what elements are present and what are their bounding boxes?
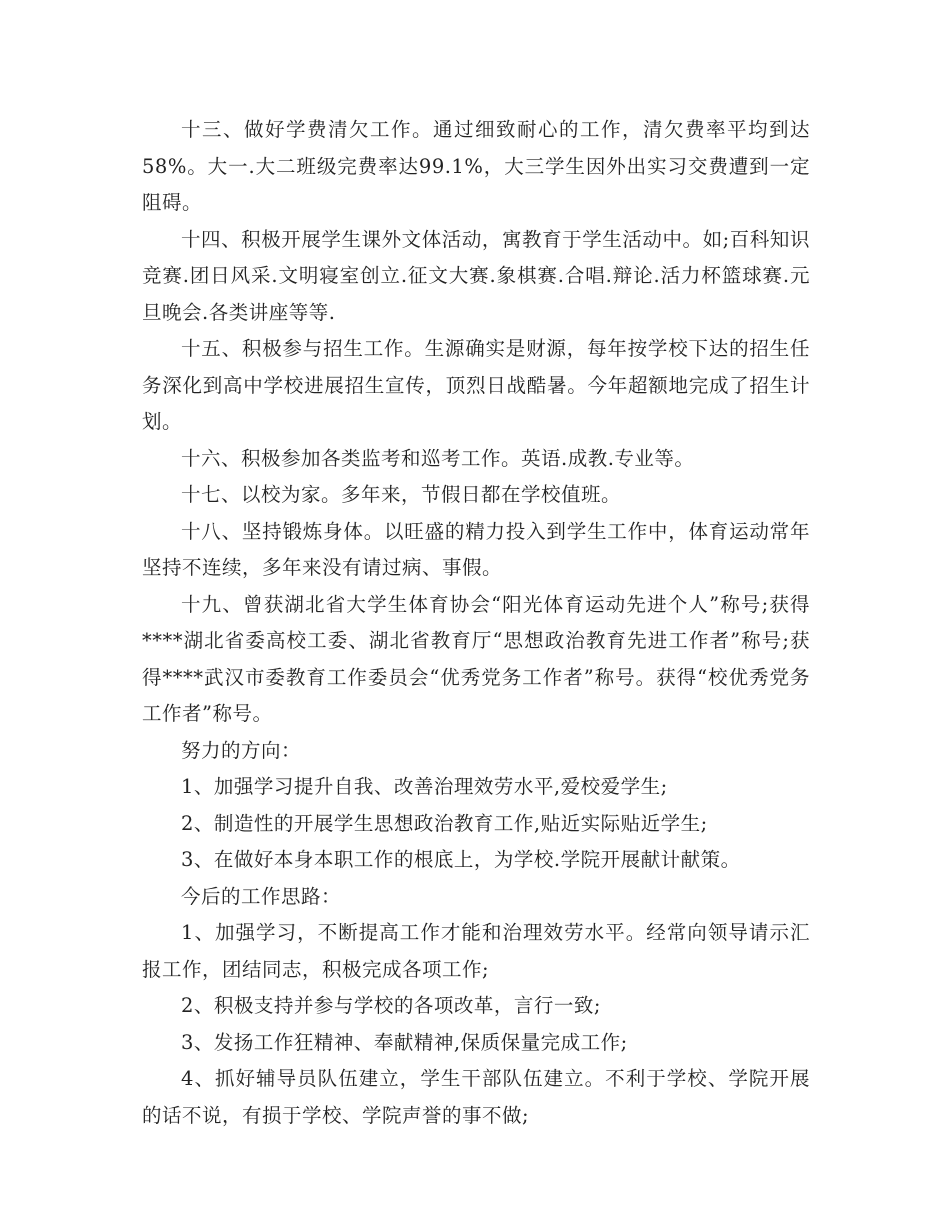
plan-item-3: 3、发扬工作狂精神、奉献精神,保质保量完成工作; — [181, 1030, 628, 1054]
paragraph-item-19: 十九、曾获湖北省大学生体育协会“阳光体育运动先进个人”称号;获得****湖北省委高校工委、湖北省教育厅“思想政治教育先进工作者”称号;获得****武汉市委教育工作委员会“优秀党务工作者”称号。获得“校优秀党务工作者”称号。 — [142, 592, 810, 725]
document-body — [142, 112, 810, 1134]
plan-item-4: 4、抓好辅导员队伍建立，学生干部队伍建立。不利于学校、学院开展的话不说，有损于学校、学院声誉的事不做; — [142, 1067, 810, 1127]
plan-item-2: 2、积极支持并参与学校的各项改革，言行一致; — [181, 994, 601, 1017]
section-heading-plan: 今后的工作思路： — [181, 884, 342, 908]
paragraph-item-15: 十五、积极参与招生工作。生源确实是财源，每年按学校下达的招生任务深化到高中学校进展招生宣传，顶烈日战酷暑。今年超额地完成了招生计划。 — [142, 337, 810, 433]
direction-item-1: 1、加强学习提升自我、改善治理效劳水平,爱校爱学生; — [181, 775, 668, 798]
plan-item-1: 1、加强学习，不断提高工作才能和治理效劳水平。经常向领导请示汇报工作，团结同志，积极完成各项工作; — [142, 921, 810, 981]
paragraph-item-13: 十三、做好学费清欠工作。通过细致耐心的工作，清欠费率平均到达58%。大一.大二班级完费率达99.1%，大三学生因外出实习交费遭到一定阻碍。 — [142, 118, 810, 214]
paragraph-item-16: 十六、积极参加各类监考和巡考工作。英语.成教.专业等。 — [181, 446, 695, 470]
paragraph-item-18: 十八、坚持锻炼身体。以旺盛的精力投入到学生工作中，体育运动常年坚持不连续，多年来没有请过病、事假。 — [142, 519, 810, 579]
section-heading-direction: 努力的方向： — [181, 738, 302, 762]
paragraph-item-17: 十七、以校为家。多年来，节假日都在学校值班。 — [181, 483, 622, 506]
paragraph-item-14: 十四、积极开展学生课外文体活动，寓教育于学生活动中。如;百科知识竞赛.团日风采.文明寝室创立.征文大赛.象棋赛.合唱.辩论.活力杯篮球赛.元旦晚会.各类讲座等等. — [142, 227, 810, 324]
direction-item-3: 3、在做好本身本职工作的根底上，为学校.学院开展献计献策。 — [181, 848, 741, 871]
direction-item-2: 2、制造性的开展学生思想政治教育工作,贴近实际贴近学生; — [181, 811, 708, 835]
